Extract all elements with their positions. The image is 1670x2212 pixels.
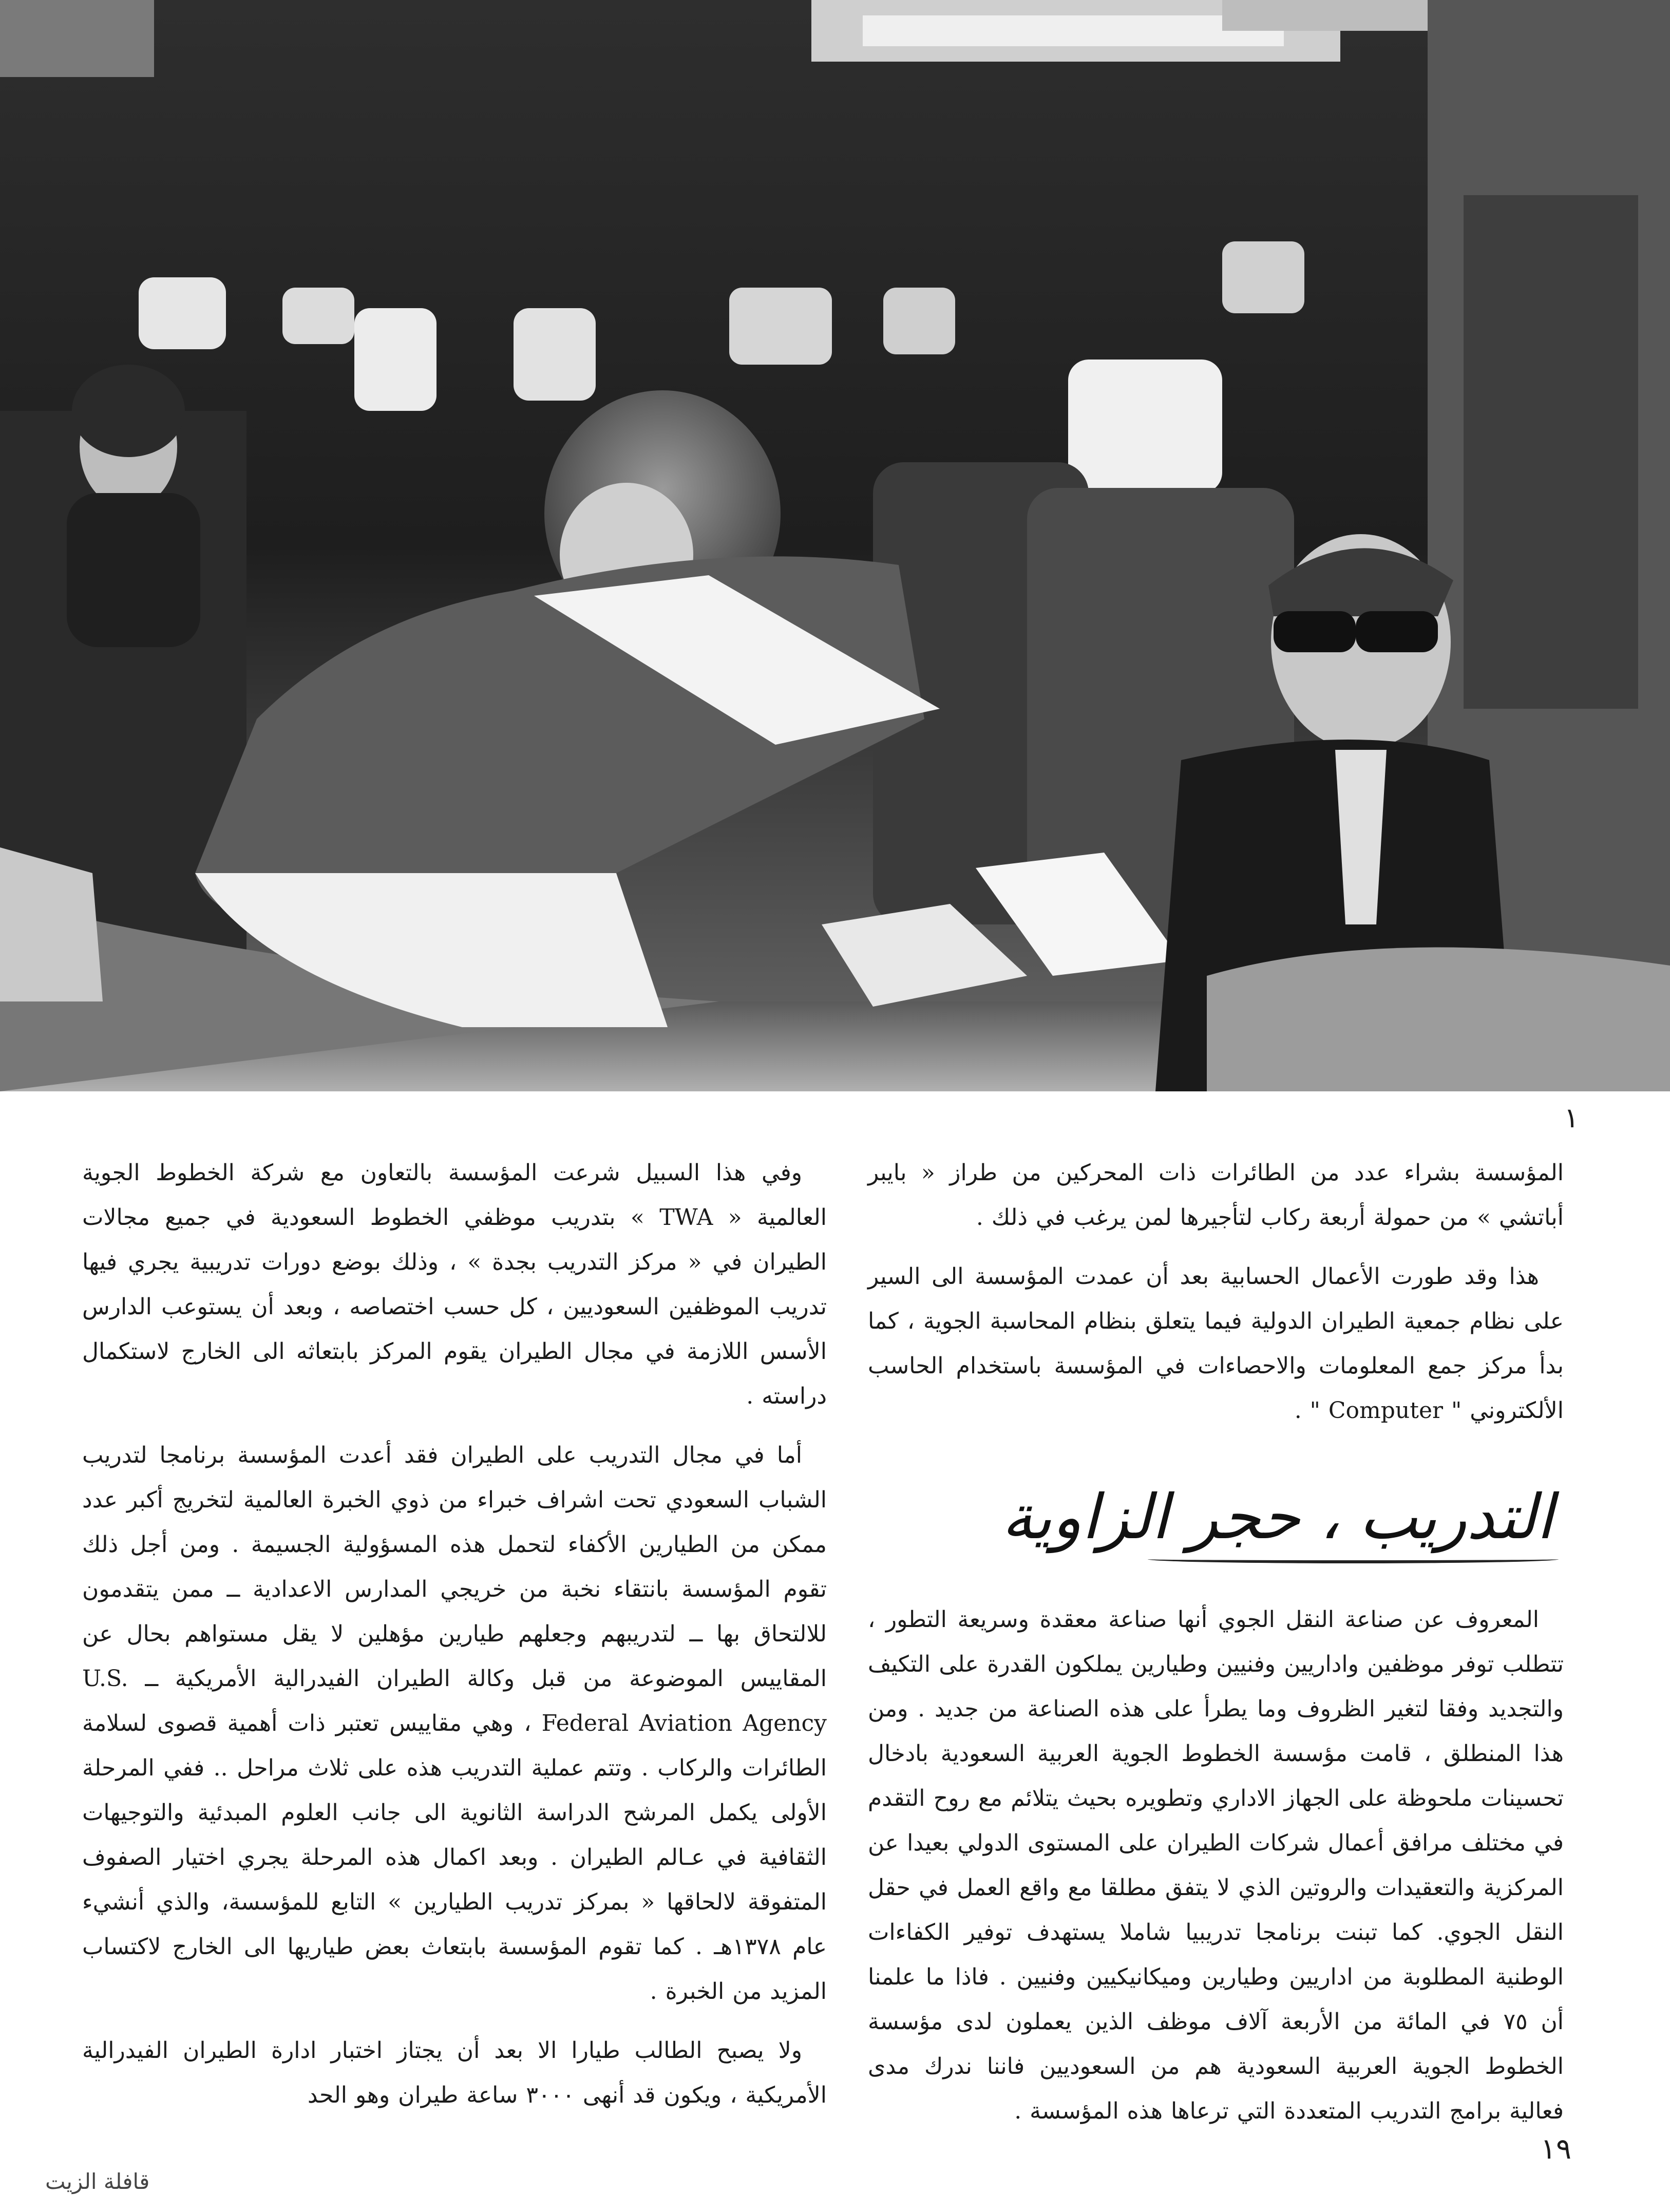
- paragraph: ولا يصبح الطالب طيارا الا بعد أن يجتاز اختبار ادارة الطيران الفيدرالية الأمريكية ، ويكون قد أنهى ٣٠٠٠ ساعة طيران وهو الحد: [82, 2037, 827, 2108]
- paragraph: وفي هذا السبيل شرعت المؤسسة بالتعاون مع شركة الخطوط الجوية العالمية « TWA » بتدريب موظفي الخطوط السعودية في جميع مجالات الطيران في « مركز التدريب بجدة » ، وذلك بوضع دورات تدريبية يجري فيها تدريب الموظفين السعوديين ، كل حسب اختصاصه ، وبعد أن يستوعب الدارس الأسس اللازمة في مجال الطيران يقوم المركز بابتعاثه الى الخارج لاستكمال دراسته .: [82, 1160, 827, 1409]
- paragraph: أما في مجال التدريب على الطيران فقد أعدت المؤسسة برنامجا لتدريب الشباب السعودي تحت اشراف خبراء من ذوي الخبرة العالمية لتخريج أكبر عدد ممكن من الطيارين الأكفاء لتحمل هذه المسؤولية الجسيمة . ومن أجل ذلك تقوم المؤسسة بانتقاء نخبة من خريجي المدارس الاعدادية ــ ممن يتقدمون للالتحاق بها ــ لتدريبهم وجعلهم طيارين مؤهلين لا يقل مستواهم بحال عن المقاييس الموضوعة من قبل وكالة الطيران الفيدرالية الأمريكية ــ U.S. Federal Aviation Agency ، وهي مقاييس تعتبر ذات أهمية قصوى لسلامة الطائرات والركاب . وتتم عملية التدريب هذه على ثلاث مراحل .. ففي المرحلة الأولى يكمل المرشح الدراسة الثانوية الى جانب العلوم المبدئية والتوجيهات الثقافية في عـالم الطيران . وبعد اكمال هذه المرحلة يجري اختيار الصفوف المتفوقة لالحاقها « بمركز تدريب الطيارين » التابع للمؤسسة، والذي أنشيء عام ١٣٧٨هـ . كما تقوم المؤسسة بابتعاث بعض طياريها الى الخارج لاكتساب المزيد من الخبرة .: [82, 1442, 827, 2005]
- paragraph: المعروف عن صناعة النقل الجوي أنها صناعة معقدة وسريعة التطور ، تتطلب توفر موظفين واداريين وفنيين وطيارين يملكون القدرة على التكيف والتجديد وفقا لتغير الظروف وما يطرأ على هذه الصناعة من جديد . ومن هذا المنطلق ، قامت مؤسسة الخطوط الجوية العربية السعودية بادخال تحسينات ملحوظة على الجهاز الاداري وتطويره بحيث يتلائم مع روح التقدم في مختلف مرافق أعمال شركات الطيران على المستوى الدولي بعيدا عن المركزية والتعقيدات والروتين الذي لا يتفق مطلقا مع واقع العمل في حقل النقل الجوي. كما تبنت برنامجا تدريبيا شاملا يستهدف توفير الكفاءات الوطنية المطلوبة من اداريين وطيارين وميكانيكيين وفنيين . فاذا ما علمنا أن ٧٥ في المائة من الأربعة آلاف موظف الذين يعملون لدى مؤسسة الخطوط الجوية العربية السعودية هم من السعوديين فاننا ندرك مدى فعالية برامج التدريب المتعددة التي ترعاها هذه المؤسسة .: [868, 1606, 1564, 2124]
- section-heading-text: التدريب ، حجر الزاوية: [1001, 1482, 1553, 1553]
- column-left: [82, 1150, 827, 2132]
- page-number: ١٩: [1540, 2132, 1572, 2166]
- paragraph: المؤسسة بشراء عدد من الطائرات ذات المحركين من طراز « بايبر أباتشي » من حمولة أربعة ركاب لتأجيرها لمن يرغب في ذلك .: [868, 1160, 1564, 1231]
- publication-name: قافلة الزيت: [45, 2169, 150, 2194]
- figure-number: ١: [1564, 1102, 1579, 1134]
- paragraph: هذا وقد طورت الأعمال الحسابية بعد أن عمدت المؤسسة الى السير على نظام جمعية الطيران الدولية فيما يتعلق بنظام المحاسبة الجوية ، كما بدأ مركز جمع المعلومات والاحصاءات في المؤسسة باستخدام الحاسب الألكتروني " Computer " .: [868, 1263, 1564, 1424]
- section-heading: [868, 1469, 1564, 1577]
- column-right: [868, 1150, 1564, 2148]
- cabin-photo: [0, 0, 1670, 1091]
- heading-flourish: [1148, 1555, 1559, 1563]
